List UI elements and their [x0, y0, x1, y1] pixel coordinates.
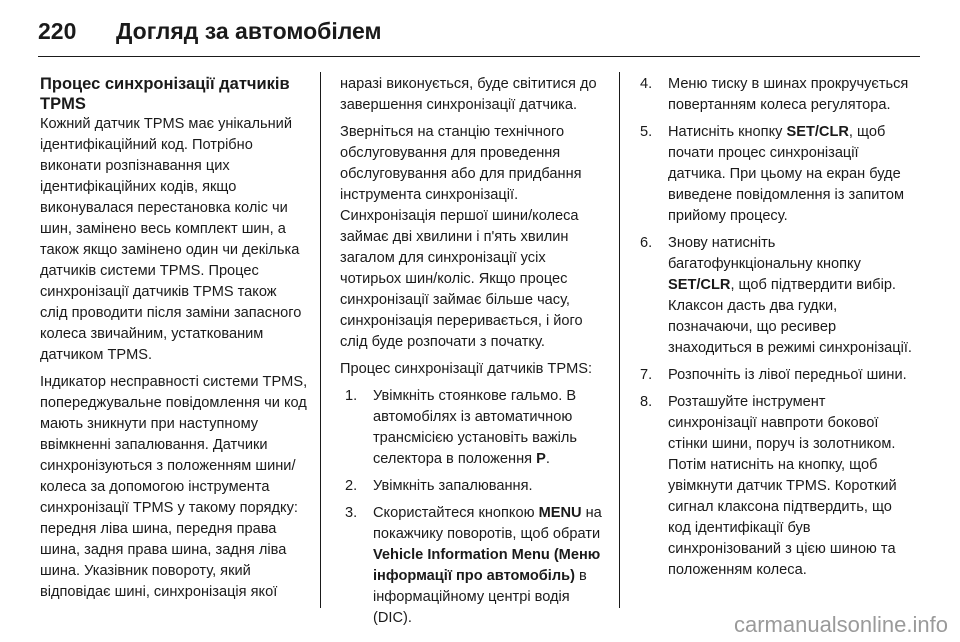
- steps-list-part-1: [340, 386, 608, 629]
- step-number: 4.: [640, 76, 653, 92]
- step-number: 3.: [345, 505, 358, 521]
- page-title: Догляд за автомобілем: [116, 18, 382, 44]
- list-item: 4. Меню тиску в шинах прокручується повертанням колеса регулятора.: [640, 76, 909, 113]
- list-item: 8. Розташуйте інструмент синхронізації навпроти бокової стінки шини, поруч із золотником. Потім натисніть на кнопку, щоб увімкнути датчик TPMS. Короткий сигнал клаксона підтвердить, що код ідентифікації був синхронізований з цією шиною та положенням колеса.: [640, 394, 897, 578]
- column-divider-1: [320, 72, 321, 608]
- page-number: 220: [38, 18, 77, 44]
- paragraph: наразі виконується, буде світитися до завершення синхронізації датчика.: [340, 76, 597, 113]
- list-item: 7. Розпочніть із лівої передньої шини.: [640, 365, 912, 386]
- column-divider-2: [619, 72, 620, 608]
- step-number: 8.: [640, 394, 653, 410]
- step-number: 7.: [640, 367, 653, 383]
- list-item: 1. Увімкніть стоянкове гальмо. В автомобілях із автоматичною трансмісією установіть важіль селектора в положення P.: [345, 388, 577, 467]
- steps-list-part-2: [640, 74, 912, 581]
- section-heading: Процес синхронізації датчиків TPMS: [40, 75, 290, 113]
- paragraph: Кожний датчик TPMS має унікальний ідентифікаційний код. Потрібно виконати розпізнавання цих ідентифікаційних кодів, якщо виконувалася перестановка коліс чи шин, замінено весь комплект шин, а також якщо замінено один чи декілька датчиків системи TPMS. Процес синхронізації датчиків TPMS також слід проводити після заміни запасного колеса звичайним, устаткованим датчиком TPMS.: [40, 116, 302, 363]
- column-2: [340, 74, 608, 635]
- step-number: 5.: [640, 124, 653, 140]
- paragraph: Індикатор несправності системи TPMS, попереджувальне повідомлення чи код мають зникнути при наступному ввімкненні запалювання. Датчики синхронізуються з положенням шини/колеса за допомогою інструмента синхронізації TPMS у такому порядку: передня ліва шина, передня права шина, задня права шина, задня ліва шина. Указівник повороту, який відповідає шині, синхронізація якої: [40, 374, 308, 600]
- list-item: 3. Скористайтеся кнопкою MENU на покажчику поворотів, щоб обрати Vehicle Information Menu (Меню інформації про автомобіль) в інформаційному центрі водія (DIC).: [345, 505, 602, 626]
- list-item: 5. Натисніть кнопку SET/CLR, щоб почати процес синхронізації датчика. При цьому на екран буде виведене повідомлення із запитом прийому процесу.: [640, 124, 905, 224]
- list-item: 6. Знову натисніть багатофункціональну кнопку SET/CLR, щоб підтвердити вибір. Клаксон дасть два гудки, позначаючи, що ресивер знаходиться в режимі синхронізації.: [640, 235, 912, 356]
- list-item: 2. Увімкніть запалювання.: [345, 476, 608, 497]
- column-3: [640, 74, 912, 587]
- page-header: [38, 14, 920, 54]
- watermark: carmanualsonline.info: [733, 612, 948, 637]
- step-number: 1.: [345, 388, 358, 404]
- paragraph: Процес синхронізації датчиків TPMS:: [340, 361, 593, 377]
- column-1: [40, 74, 308, 609]
- step-number: 6.: [640, 235, 653, 251]
- header-rule: [38, 56, 920, 57]
- paragraph: Зверніться на станцію технічного обслуговування для проведення обслуговування або для придбання інструмента синхронізації. Синхронізація першої шини/колеса займає дві хвилини і п'ять хвилин загалом для синхронізації усіх чотирьох шин/коліс. Якщо процес синхронізації займає більше часу, синхронізація переривається, і його слід буде розпочати з початку.: [340, 124, 583, 350]
- step-number: 2.: [345, 478, 358, 494]
